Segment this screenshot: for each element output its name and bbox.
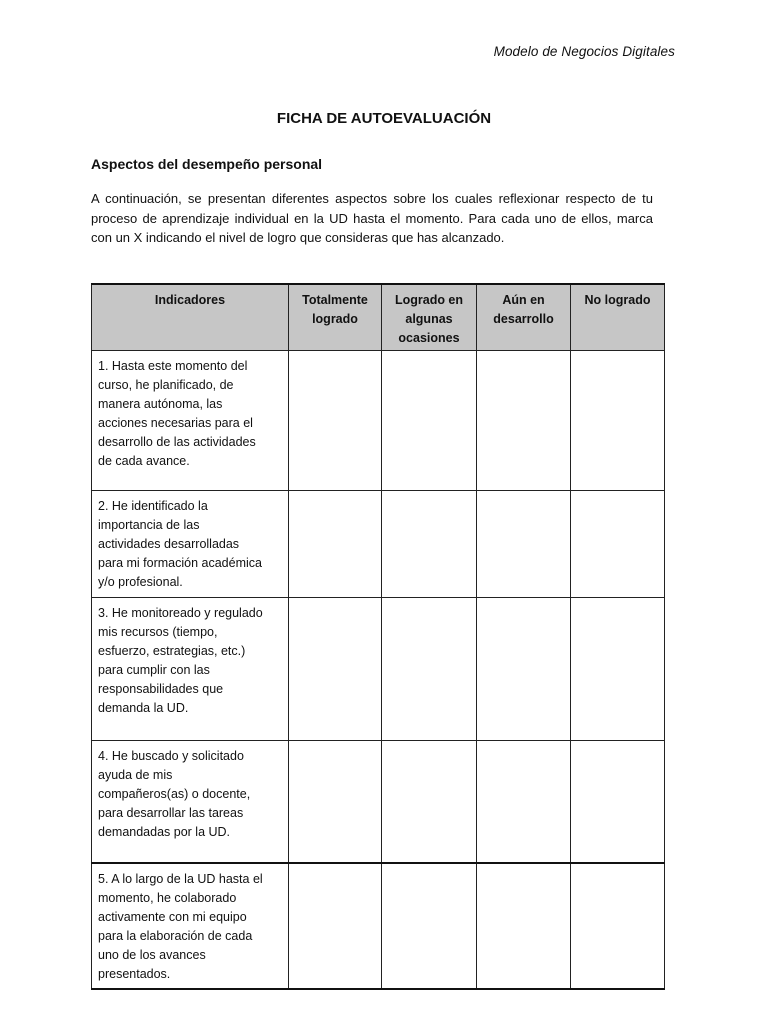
- table-row: [92, 598, 665, 741]
- table-header-row: [92, 284, 665, 351]
- mark-cell-sometimes-achieved[interactable]: [382, 598, 477, 741]
- mark-cell-sometimes-achieved[interactable]: [382, 351, 477, 491]
- column-header-not-achieved: No logrado: [571, 284, 665, 351]
- mark-cell-in-development[interactable]: [477, 491, 571, 598]
- table-row: [92, 741, 665, 863]
- mark-cell-not-achieved[interactable]: [571, 741, 665, 863]
- table-row: [92, 351, 665, 491]
- mark-cell-totally-achieved[interactable]: [289, 741, 382, 863]
- column-header-in-development: Aún en desarrollo: [477, 284, 571, 351]
- mark-cell-sometimes-achieved[interactable]: [382, 741, 477, 863]
- table-row: [92, 491, 665, 598]
- mark-cell-not-achieved[interactable]: [571, 491, 665, 598]
- self-evaluation-table: [91, 283, 665, 990]
- column-header-sometimes-achieved: Logrado en algunas ocasiones: [382, 284, 477, 351]
- mark-cell-totally-achieved[interactable]: [289, 351, 382, 491]
- mark-cell-in-development[interactable]: [477, 598, 571, 741]
- mark-cell-not-achieved[interactable]: [571, 598, 665, 741]
- indicator-text: 4. He buscado y solicitado ayuda de mis compañeros(as) o docente, para desarrollar las tareas demandadas por la UD.: [92, 741, 289, 863]
- section-heading: Aspectos del desempeño personal: [91, 156, 323, 172]
- mark-cell-in-development[interactable]: [477, 351, 571, 491]
- mark-cell-not-achieved[interactable]: [571, 351, 665, 491]
- intro-paragraph: A continuación, se presentan diferentes aspectos sobre los cuales reflexionar respecto de tu proceso de aprendizaje individual en la UD hasta el momento. Para cada uno de ellos, marca con un X indicando el nivel de logro que consideras que has alcanzado.: [91, 191, 653, 245]
- column-header-indicators: Indicadores: [92, 284, 289, 351]
- mark-cell-sometimes-achieved[interactable]: [382, 863, 477, 989]
- indicator-text: 5. A lo largo de la UD hasta el momento, he colaborado activamente con mi equipo para la elaboración de cada uno de los avances presentados.: [92, 863, 289, 989]
- mark-cell-in-development[interactable]: [477, 741, 571, 863]
- mark-cell-sometimes-achieved[interactable]: [382, 491, 477, 598]
- document-title: FICHA DE AUTOEVALUACIÓN: [276, 110, 492, 127]
- header-note: Modelo de Negocios Digitales: [493, 44, 675, 59]
- mark-cell-in-development[interactable]: [477, 863, 571, 989]
- mark-cell-totally-achieved[interactable]: [289, 491, 382, 598]
- indicator-text: 3. He monitoreado y regulado mis recursos (tiempo, esfuerzo, estrategias, etc.) para cumplir con las responsabilidades que demanda la UD.: [92, 598, 289, 741]
- table-row: [92, 863, 665, 989]
- indicator-text: 1. Hasta este momento del curso, he planificado, de manera autónoma, las acciones necesarias para el desarrollo de las actividades de cada avance.: [92, 351, 289, 491]
- column-header-totally-achieved: Totalmente logrado: [289, 284, 382, 351]
- mark-cell-totally-achieved[interactable]: [289, 863, 382, 989]
- mark-cell-totally-achieved[interactable]: [289, 598, 382, 741]
- indicator-text: 2. He identificado la importancia de las actividades desarrolladas para mi formación académica y/o profesional.: [92, 491, 289, 598]
- mark-cell-not-achieved[interactable]: [571, 863, 665, 989]
